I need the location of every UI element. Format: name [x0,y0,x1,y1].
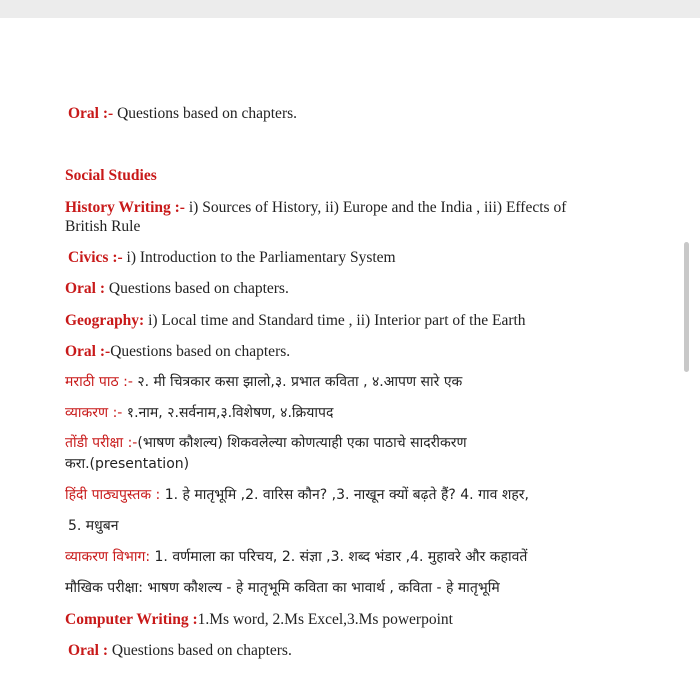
geography-label: Geography: [65,312,145,329]
hindi-maukhik-line: मौखिक परीक्षा: भाषण कौशल्य - हे मातृभूमि कविता का भावार्थ , कविता - हे मातृभूमि [65,580,500,596]
geography-line [65,311,526,330]
history-line [65,198,566,217]
civics-line [68,248,396,267]
history-text: i) Sources of History, ii) Europe and the India , iii) Effects of [184,199,567,216]
top-bar [0,0,700,18]
oral-line-2 [65,279,289,298]
marathi-path-label: मराठी पाठ :- [65,374,133,390]
hindi-vyakaran-text: 1. वर्णमाला का परिचय, 2. संज्ञा ,3. शब्द भंडार ,4. मुहावरे और कहावतें [150,549,528,565]
hindi-pathyapustak-line2: 5. मधुबन [68,518,119,534]
oral-line-3 [65,342,290,361]
computer-writing-text: 1.Ms word, 2.Ms Excel,3.Ms powerpoint [197,611,453,628]
computer-oral-text: Questions based on chapters. [108,642,292,659]
history-label: History Writing :- [65,199,185,216]
oral-label-3: Oral :- [65,343,111,360]
marathi-path-line [65,373,462,392]
marathi-tondi-text: (भाषण कौशल्य) शिकवलेल्या कोणत्याही एका पाठाचे सादरीकरण [137,435,467,451]
hindi-vyakaran-label: व्याकरण विभाग: [65,549,151,565]
oral-label: Oral :- [68,105,114,122]
hindi-pathyapustak-text: 1. हे मातृभूमि ,2. वारिस कौन? ,3. नाखून क्यों बढ़ते हैं? 4. गाव शहर, [160,487,529,503]
oral-text-3: Questions based on chapters. [110,343,291,360]
marathi-vyakaran-label: व्याकरण :- [65,405,123,421]
marathi-vyakaran-text: १.नाम, २.सर्वनाम,३.विशेषण, ४.क्रियापद [122,405,334,421]
computer-writing-line [65,610,453,629]
geography-text: i) Local time and Standard time , ii) Interior part of the Earth [144,312,526,329]
marathi-vyakaran-line [65,404,333,423]
marathi-tondi-label: तोंडी परीक्षा :- [65,435,138,451]
scrollbar[interactable] [684,242,689,372]
social-studies-heading: Social Studies [65,167,157,184]
history-text-line2: British Rule [65,218,141,235]
computer-oral-label: Oral : [68,642,109,659]
marathi-tondi-line2: करा.(presentation) [65,456,190,472]
civics-text: i) Introduction to the Parliamentary System [122,249,396,266]
oral-text-2: Questions based on chapters. [105,280,289,297]
marathi-path-text: २. मी चित्रकार कसा झालो,३. प्रभात कविता , ४.आपण सारे एक [132,374,463,390]
hindi-pathyapustak-line [65,486,529,505]
oral-line [68,104,297,123]
civics-label: Civics :- [68,249,123,266]
computer-oral-line [68,641,292,660]
oral-text: Questions based on chapters. [113,105,298,122]
oral-label-2: Oral : [65,280,106,297]
computer-writing-label: Computer Writing : [65,611,198,628]
hindi-vyakaran-line [65,548,527,567]
marathi-tondi-line [65,434,467,453]
hindi-pathyapustak-label: हिंदी पाठ्यपुस्तक : [65,487,161,503]
